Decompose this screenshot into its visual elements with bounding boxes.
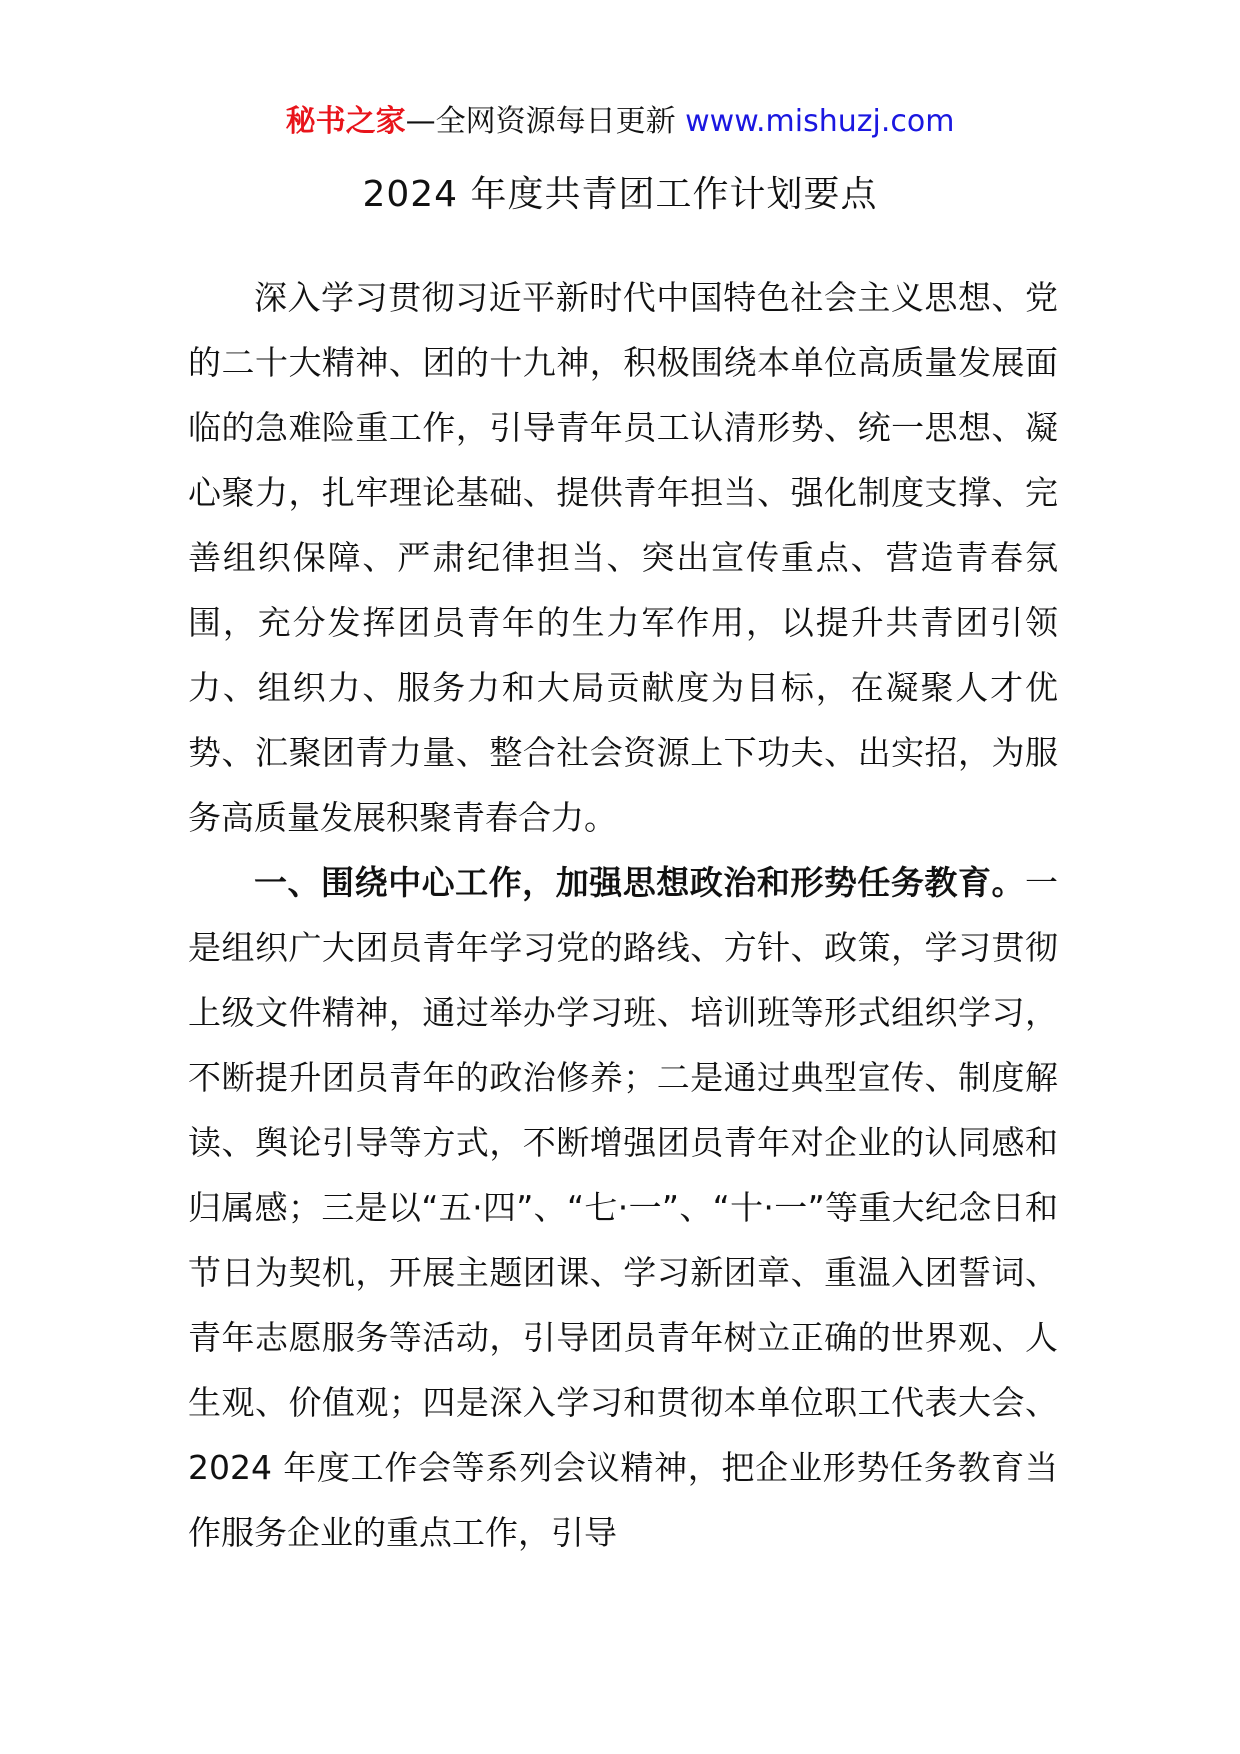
intro-paragraph: 深入学习贯彻习近平新时代中国特色社会主义思想、党的二十大精神、团的十九神，积极围绕本单位高质量发展面临的急难险重工作，引导青年员工认清形势、统一思想、凝心聚力，扎牢理论基础、提供青年担当、强化制度支撑、完善组织保障、严肃纪律担当、突出宣传重点、营造青春氛围，充分发挥团员青年的生力军作用，以提升共青团引领力、组织力、服务力和大局贡献度为目标，在凝聚人才优势、汇聚团青力量、整合社会资源上下功夫、出实招，为服务高质量发展积聚青春合力。	[188, 278, 1058, 837]
site-header	[0, 100, 1240, 144]
site-url-link[interactable]: www.mishuzj.com	[685, 104, 955, 139]
section-1-paragraph	[188, 850, 1058, 1565]
section-1-body: 一是组织广大团员青年学习党的路线、方针、政策，学习贯彻上级文件精神，通过举办学习班、培训班等形式组织学习，不断提升团员青年的政治修养；二是通过典型宣传、制度解读、舆论引导等方式，不断增强团员青年对企业的认同感和归属感；三是以“五·四”、“七·一”、“十·一”等重大纪念日和节日为契机，开展主题团课、学习新团章、重温入团誓词、青年志愿服务等活动，引导团员青年树立正确的世界观、人生观、价值观；四是深入学习和贯彻本单位职工代表大会、2024 年度工作会等系列会议精神，把企业形势任务教育当作服务企业的重点工作，引导	[188, 863, 1058, 1552]
site-tagline: —全网资源每日更新	[405, 104, 676, 139]
site-brand: 秘书之家	[285, 104, 406, 139]
section-1-heading: 一、围绕中心工作，加强思想政治和形势任务教育。	[254, 863, 1025, 902]
document-body	[188, 265, 1058, 1565]
document-title: 2024 年度共青团工作计划要点	[362, 174, 878, 215]
